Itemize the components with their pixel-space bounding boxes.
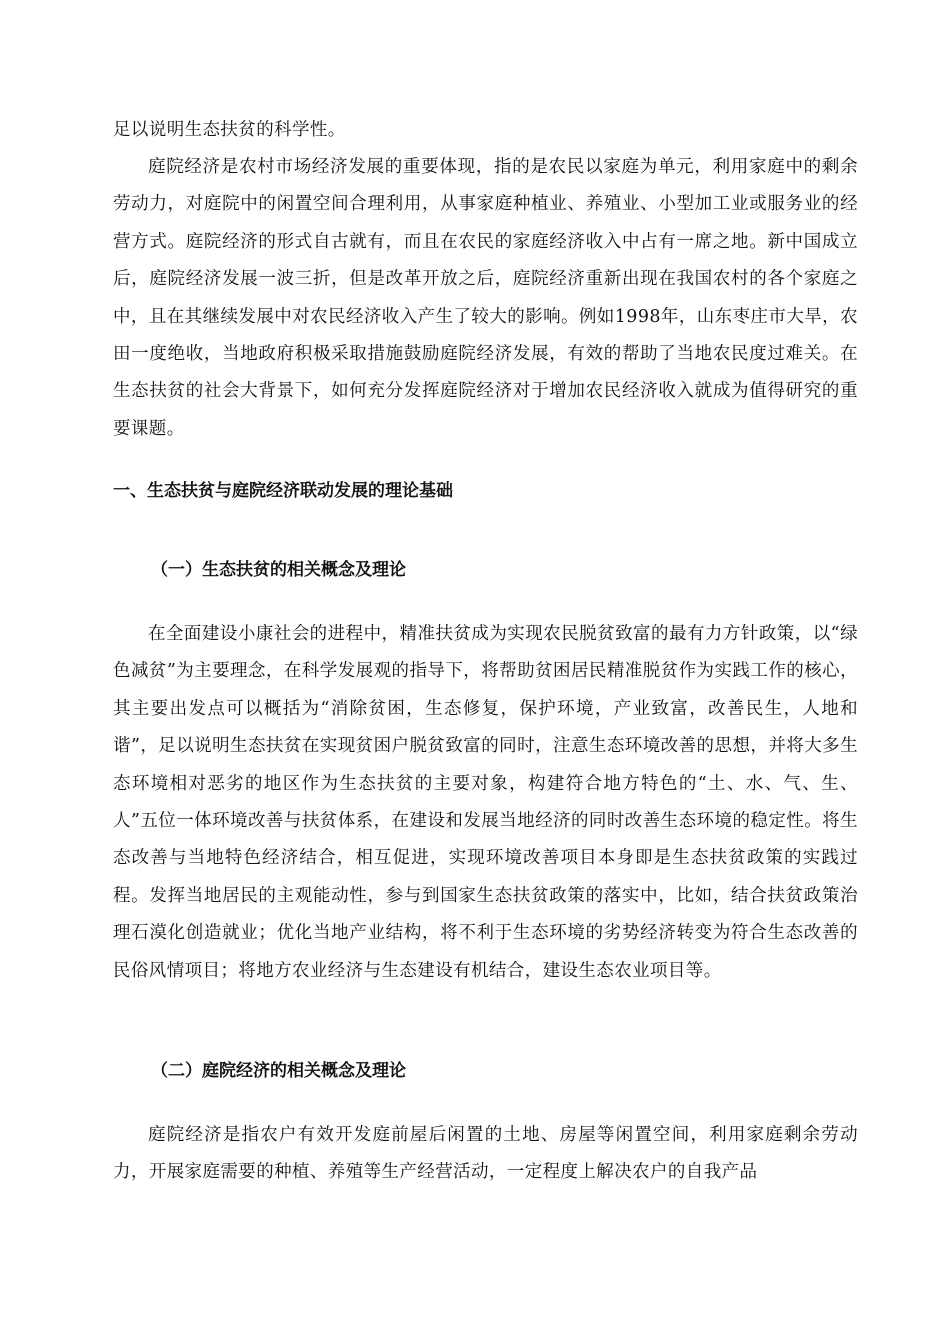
paragraph-continuation — [113, 112, 858, 149]
subsection-heading-2: （二）庭院经济的相关概念及理论 — [151, 1061, 406, 1081]
paragraph-text: 足以说明生态扶贫的科学性。 — [113, 120, 346, 140]
paragraph-courtyard-economy-intro — [113, 149, 858, 448]
section-heading-1: 一、生态扶贫与庭院经济联动发展的理论基础 — [113, 481, 453, 501]
paragraph-courtyard-economy-definition — [113, 1117, 858, 1192]
paragraph-text: 在全面建设小康社会的进程中，精准扶贫成为实现农民脱贫致富的最有力方针政策，以“绿色减贫”为主要理念，在科学发展观的指导下，将帮助贫困居民精准脱贫作为实践工作的核心，其主要出发点可以概括为“消除贫困，生态修复，保护环境，产业致富，改善民生，人地和谐”，足以说明生态扶贫在实现贫困户脱贫致富的同时，注意生态环境改善的思想，并将大多生态环境相对恶劣的地区作为生态扶贫的主要对象，构建符合地方特色的“土、水、气、生、人”五位一体环境改善与扶贫体系，在建设和发展当地经济的同时改善生态环境的稳定性。将生态改善与当地特色经济结合，相互促进，实现环境改善项目本身即是生态扶贫政策的实践过程。发挥当地居民的主观能动性，参与到国家生态扶贫政策的落实中，比如，结合扶贫政策治理石漠化创造就业；优化当地产业结构，将不利于生态环境的劣势经济转变为符合生态改善的民俗风情项目；将地方农业经济与生态建设有机结合，建设生态农业项目等。 — [113, 624, 858, 981]
paragraph-text: 庭院经济是指农户有效开发庭前屋后闲置的土地、房屋等闲置空间，利用家庭剩余劳动力，开展家庭需要的种植、养殖等生产经营活动，一定程度上解决农户的自我产品 — [113, 1125, 858, 1183]
subsection-heading-1: （一）生态扶贫的相关概念及理论 — [151, 560, 406, 580]
paragraph-text: 庭院经济是农村市场经济发展的重要体现，指的是农民以家庭为单元，利用家庭中的剩余劳动力，对庭院中的闲置空间合理利用，从事家庭种植业、养殖业、小型加工业或服务业的经营方式。庭院经济的形式自古就有，而且在农民的家庭经济收入中占有一席之地。新中国成立后，庭院经济发展一波三折，但是改革开放之后，庭院经济重新出现在我国农村的各个家庭之中，且在其继续发展中对农民经济收入产生了较大的影响。例如1998年，山东枣庄市大旱，农田一度绝收，当地政府积极采取措施鼓励庭院经济发展，有效的帮助了当地农民度过难关。在生态扶贫的社会大背景下，如何充分发挥庭院经济对于增加农民经济收入就成为值得研究的重要课题。 — [113, 157, 858, 439]
paragraph-ecological-poverty-alleviation — [113, 616, 858, 990]
